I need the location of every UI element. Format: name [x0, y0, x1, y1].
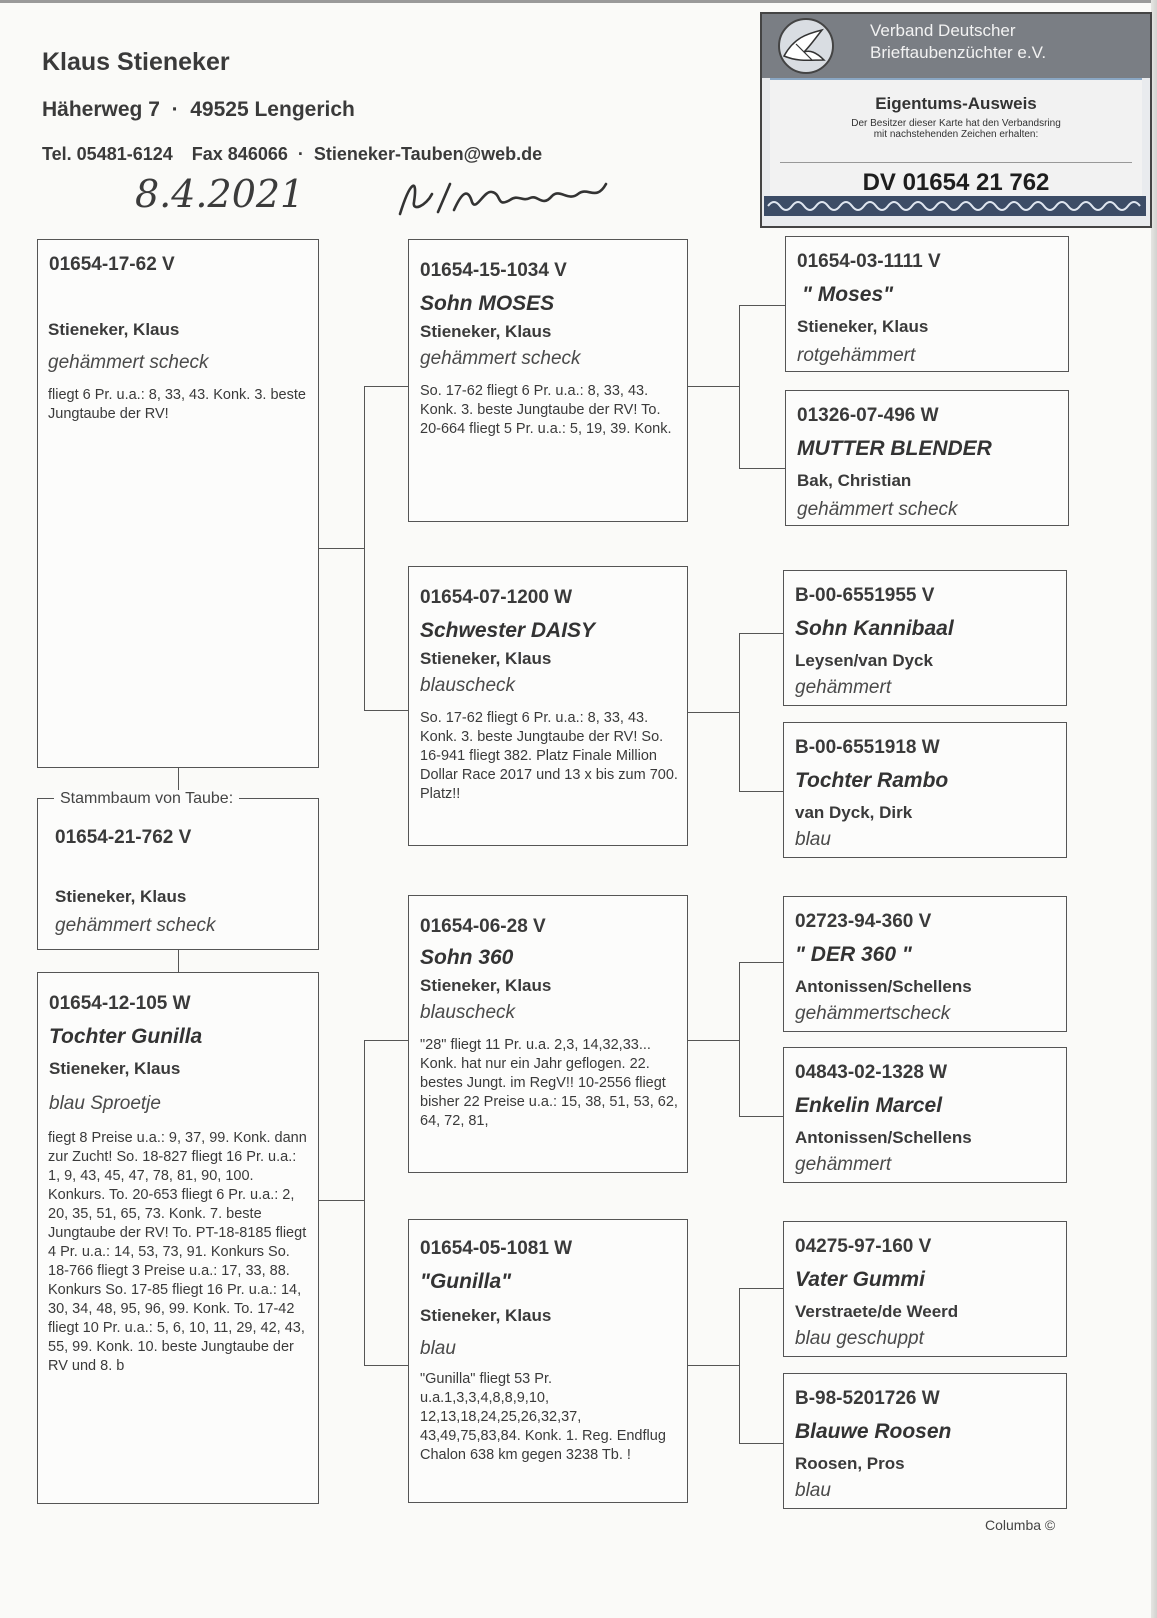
connector-line	[739, 791, 783, 792]
great-grandparent-owner: Bak, Christian	[797, 471, 912, 490]
grandparent-ring: 01654-07-1200 W	[420, 587, 573, 608]
great-grandparent-nickname: Blauwe Roosen	[795, 1420, 952, 1443]
great-grandparent-box	[783, 1221, 1067, 1357]
great-grandparent-nickname: Sohn Kannibaal	[795, 617, 954, 640]
grandparent-box	[408, 239, 688, 522]
father-ring: 01654-17-62 V	[49, 254, 175, 275]
connector-line	[739, 962, 783, 963]
card-subtitle-line-1: Der Besitzer dieser Karte hat den Verbandsring	[851, 118, 1061, 129]
great-grandparent-box	[783, 1047, 1067, 1183]
connector-line	[364, 1365, 408, 1366]
grandparent-color: blauscheck	[420, 675, 516, 696]
subject-color: gehämmert scheck	[55, 915, 216, 936]
ownership-card	[760, 12, 1152, 228]
mother-owner: Stieneker, Klaus	[49, 1059, 181, 1078]
great-grandparent-ring: 01654-03-1111 V	[797, 251, 941, 272]
grandparent-info: So. 17-62 fliegt 6 Pr. u.a.: 8, 33, 43. Konk. 3. beste Jungtaube der RV! So. 16-941 fliegt 382. Platz Finale Million Dollar Race 2017 und 13 x bis zum 700. Platz!!	[420, 710, 678, 802]
card-subtitle	[790, 118, 1122, 140]
great-grandparent-box	[783, 722, 1067, 858]
city: 49525 Lengerich	[190, 98, 355, 121]
grandparent-owner: Stieneker, Klaus	[420, 649, 552, 668]
mother-ring: 01654-12-105 W	[49, 993, 191, 1014]
connector-line	[178, 948, 179, 972]
subject-owner: Stieneker, Klaus	[55, 887, 187, 906]
great-grandparent-ring: B-00-6551918 W	[795, 737, 940, 758]
father-info: fliegt 6 Pr. u.a.: 8, 33, 43. Konk. 3. beste Jungtaube der RV!	[48, 387, 306, 422]
grandparent-ring: 01654-06-28 V	[420, 916, 546, 937]
great-grandparent-box	[785, 390, 1069, 526]
great-grandparent-box	[785, 236, 1069, 372]
association-line-1: Verband Deutscher	[870, 21, 1016, 40]
great-grandparent-ring: 04843-02-1328 W	[795, 1062, 948, 1083]
grandparent-box	[408, 1219, 688, 1503]
grandparent-ring: 01654-05-1081 W	[420, 1238, 573, 1259]
grandparent-info: So. 17-62 fliegt 6 Pr. u.a.: 8, 33, 43. Konk. 3. beste Jungtaube der RV! To. 20-664 fliegt 5 Pr. u.a.: 5, 19, 39. Konk.	[420, 383, 672, 437]
grandparent-color: blau	[420, 1338, 456, 1359]
great-grandparent-owner: Leysen/van Dyck	[795, 651, 933, 670]
connector-line	[318, 1200, 364, 1201]
father-owner: Stieneker, Klaus	[48, 320, 180, 339]
great-grandparent-owner: Stieneker, Klaus	[797, 317, 929, 336]
great-grandparent-color: blau	[795, 829, 831, 850]
connector-line	[687, 712, 739, 713]
grandparent-nickname: Sohn 360	[420, 946, 514, 969]
grandparent-info: "28" fliegt 11 Pr. u.a. 2,3, 14,32,33... Konk. hat nur ein Jahr geflogen. 22. bestes Jungt. im RegV!! 10-2556 fliegt bisher 22 Preise u.a.: 15, 38, 51, 53, 62, 64, 72, 81,	[420, 1037, 678, 1129]
grandparent-nickname: Sohn MOSES	[420, 292, 555, 315]
connector-line	[739, 1288, 783, 1289]
connector-line	[318, 548, 364, 549]
great-grandparent-owner: van Dyck, Dirk	[795, 803, 913, 822]
mother-box	[37, 972, 319, 1504]
pedigree-legend: Stammbaum von Taube:	[54, 790, 239, 808]
signature-drawing	[392, 172, 622, 222]
great-grandparent-color: blau geschuppt	[795, 1328, 924, 1349]
great-grandparent-nickname: Tochter Rambo	[795, 769, 949, 792]
meander-pattern	[764, 196, 1146, 216]
connector-line	[739, 305, 740, 468]
association-name	[870, 20, 1046, 64]
great-grandparent-color: blau	[795, 1480, 831, 1501]
grandparent-color: blauscheck	[420, 1002, 516, 1023]
connector-line	[364, 710, 408, 711]
great-grandparent-box	[783, 570, 1067, 706]
breeder-contact	[42, 144, 542, 165]
great-grandparent-ring: 02723-94-360 V	[795, 911, 932, 932]
grandparent-nickname: Schwester DAISY	[420, 619, 596, 642]
ring-number: DV 01654 21 762	[780, 162, 1132, 197]
connector-line	[739, 1116, 783, 1117]
great-grandparent-nickname: " DER 360 "	[795, 943, 912, 966]
great-grandparent-owner: Verstraete/de Weerd	[795, 1302, 959, 1321]
great-grandparent-nickname: " Moses"	[802, 283, 894, 306]
grandparent-box	[408, 895, 688, 1173]
mother-color: blau Sproetje	[49, 1093, 161, 1114]
address-separator: ·	[165, 98, 185, 121]
connector-line	[739, 1288, 740, 1443]
grandparent-nickname: "Gunilla"	[420, 1270, 512, 1293]
connector-line	[739, 633, 740, 791]
great-grandparent-box	[783, 896, 1067, 1032]
email: Stieneker-Tauben@web.de	[313, 144, 543, 164]
connector-line	[739, 1443, 783, 1444]
street: Häherweg 7	[42, 98, 160, 121]
contact-separator: ·	[292, 144, 309, 164]
subject-ring: 01654-21-762 V	[55, 827, 192, 848]
grandparent-box	[408, 566, 688, 846]
connector-line	[364, 386, 408, 387]
connector-line	[739, 633, 783, 634]
association-line-2: Brieftaubenzüchter e.V.	[870, 43, 1047, 62]
copyright-text: Columba ©	[985, 1517, 1056, 1533]
great-grandparent-ring: 01326-07-496 W	[797, 405, 939, 426]
great-grandparent-ring: 04275-97-160 V	[795, 1236, 932, 1257]
father-box	[37, 239, 319, 768]
fax: Fax 846066	[191, 144, 288, 164]
card-subtitle-line-2: mit nachstehenden Zeichen erhalten:	[873, 129, 1039, 140]
great-grandparent-ring: B-98-5201726 W	[795, 1388, 940, 1409]
grandparent-color: gehämmert scheck	[420, 348, 581, 369]
grandparent-owner: Stieneker, Klaus	[420, 976, 552, 995]
great-grandparent-color: gehämmert	[795, 677, 892, 698]
grandparent-info: "Gunilla" fliegt 53 Pr. u.a.1,3,3,4,8,8,9,10, 12,13,18,24,25,26,32,37, 43,49,75,83,84. Konk. 1. Reg. Endflug Chalon 638 km gegen 3238 Tb. !	[420, 1371, 666, 1463]
great-grandparent-owner: Roosen, Pros	[795, 1454, 905, 1473]
breeder-address	[42, 98, 355, 122]
great-grandparent-ring: B-00-6551955 V	[795, 585, 935, 606]
grandparent-owner: Stieneker, Klaus	[420, 322, 552, 341]
grandparent-ring: 01654-15-1034 V	[420, 260, 567, 281]
mother-info: fiegt 8 Preise u.a.: 9, 37, 99. Konk. dann zur Zucht! So. 18-827 fliegt 16 Pr. u.a.: 1, 9, 43, 45, 47, 78, 81, 90, 100. Konkurs. To. 20-653 fliegt 6 Pr. u.a.: 2, 20, 35, 51, 65, 73. Konk. 7. beste Jungtaube der RV! To. PT-18-8185 fliegt 4 Pr. u.a.: 14, 53, 73, 91. Konkurs So. 18-766 fliegt 3 Preise u.a.: 17, 33, 88. Konkurs So. 17-85 fliegt 16 Pr. u.a.: 14, 30, 34, 48, 95, 96, 99. Konk. To. 17-42 fliegt 10 Pr. u.a.: 5, 6, 10, 11, 29, 42, 43, 55, 99. Konk. 10. beste Jungtaube der RV und 8. b	[48, 1130, 307, 1374]
great-grandparent-nickname: Enkelin Marcel	[795, 1094, 943, 1117]
great-grandparent-color: rotgehämmert	[797, 345, 916, 366]
connector-line	[364, 1040, 408, 1041]
card-title: Eigentums-Ausweis	[875, 94, 1037, 113]
connector-line	[364, 386, 365, 710]
connector-line	[364, 1040, 365, 1365]
top-edge-line	[0, 0, 1157, 3]
connector-line	[687, 386, 739, 387]
great-grandparent-nickname: MUTTER BLENDER	[797, 437, 992, 460]
connector-line	[739, 305, 785, 306]
handwritten-signature	[392, 172, 622, 231]
great-grandparent-box	[783, 1373, 1067, 1509]
great-grandparent-color: gehämmert	[795, 1154, 892, 1175]
mother-nickname: Tochter Gunilla	[49, 1025, 203, 1048]
card-body	[770, 78, 1142, 208]
great-grandparent-color: gehämmert scheck	[797, 499, 958, 520]
great-grandparent-color: gehämmertscheck	[795, 1003, 951, 1024]
card-pattern-band	[764, 196, 1146, 216]
connector-line	[687, 1365, 739, 1366]
breeder-name: Klaus Stieneker	[42, 48, 230, 76]
card-header	[762, 14, 1150, 78]
great-grandparent-owner: Antonissen/Schellens	[795, 977, 972, 996]
great-grandparent-owner: Antonissen/Schellens	[795, 1128, 972, 1147]
father-color: gehämmert scheck	[48, 352, 209, 373]
grandparent-owner: Stieneker, Klaus	[420, 1306, 552, 1325]
handwritten-date: 8.4.2021	[135, 172, 305, 216]
connector-line	[739, 962, 740, 1116]
telephone: Tel. 05481-6124	[42, 144, 173, 164]
connector-line	[687, 1040, 739, 1041]
subject-box	[37, 798, 319, 950]
great-grandparent-nickname: Vater Gummi	[795, 1268, 925, 1291]
pigeon-logo-icon	[766, 16, 846, 76]
connector-line	[739, 468, 785, 469]
paper-edge	[1151, 0, 1157, 1618]
